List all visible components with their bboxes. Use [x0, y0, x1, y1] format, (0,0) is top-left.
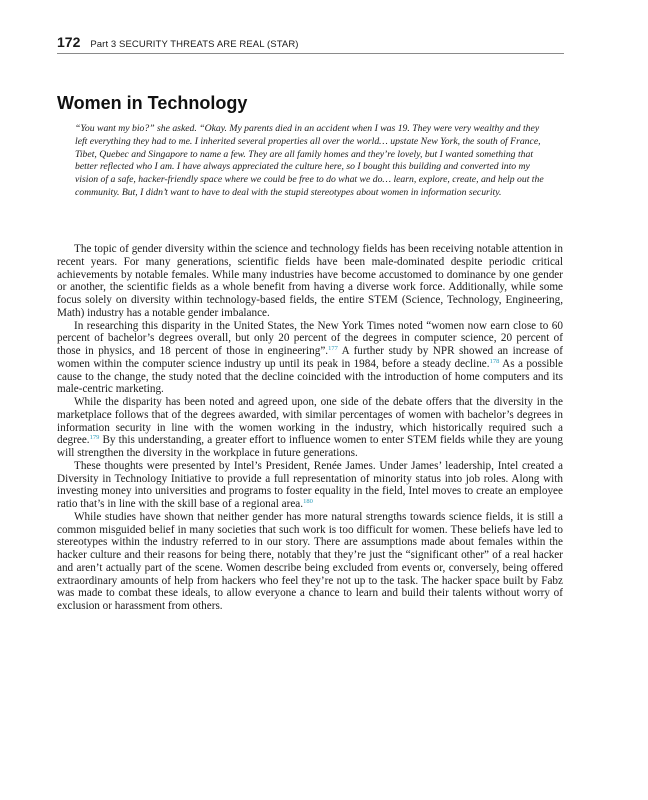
paragraph-1: The topic of gender diversity within the science and technology fields has been receiving notable attention in recent years. For many generations, scientific fields have been male-dominated despite periodic critical achievements by notable females. While many industries have become accustomed to dominance by one gender or another, the scientific fields as a whole benefit from having a diverse work force. Additionally, while some focus solely on diversity within technology-based fields, the entire STEM (Science, Technology, Engineering, Math) industry has a notable gender imbalance.: [57, 243, 563, 319]
running-head: [57, 34, 564, 54]
footnote-ref-180[interactable]: 180: [303, 498, 313, 505]
footnote-ref-178[interactable]: 178: [489, 357, 500, 365]
part-label: Part 3 SECURITY THREATS ARE REAL (STAR): [90, 39, 299, 50]
footnote-ref-177[interactable]: 177: [328, 345, 338, 352]
epigraph-quote: “You want my bio?” she asked. “Okay. My parents died in an accident when I was 19. They were very wealthy and they left everything they had to me. I inherited several properties all over the world… upstate New York, the south of France, Tibet, Quebec and Singapore to name a few. They are all family homes and they’re lovely, but I wanted something that better reflected who I am. I have always appreciated the culture here, so I bought this building and converted into my vision of a safe, hacker-friendly space where we could be free to do what we do… learn, explore, create, and help out the community. But, I didn’t want to have to deal with the stupid stereotypes about women in information security.: [75, 123, 544, 198]
paragraph-5: While studies have shown that neither gender has more natural strengths towards science fields, it is still a common misguided belief in many societies that such work is too difficult for women. These beliefs have led to stereotypes within the industry referred to in our story. There are assumptions made about females within the hacker culture and their reasons for being there, notably that they’re just the “significant other” of a real hacker and aren’t actually part of the scene. Women describe being excluded from events or, conversely, being offered extraordinary amounts of help from hackers who feel they’re not up to the task. The hacker space built by Fabz was made to combat these ideals, to allow everyone a chance to learn and build their talents without worry of exclusion or harassment from others.: [57, 510, 563, 612]
footnote-ref-179[interactable]: 179: [89, 434, 100, 442]
page-number: 172: [57, 34, 81, 50]
paragraph-2: In researching this disparity in the United States, the New York Times noted “women now earn close to 60 percent of bachelor’s degrees overall, but only 20 percent of the degrees in computer science, 20 percent of those in physics, and 18 percent of those in engineering”.$^{177}$ A further study by NPR showed an increase of women within the computer science industry up until its peak in 1984, before a steady decline.$^{178}$ As a possible cause to the change, the study noted that the decline coincided with the introduction of home computers and its male-centric marketing.: [57, 319, 563, 396]
paragraph-4: These thoughts were presented by Intel’s President, Renée James. Under James’ leadership, Intel created a Diversity in Technology Initiative to provide a full representation of minority status into job roles. Along with investing money into universities and programs to foster equality in the field, Intel moves to create an employee ratio that’s in line with the skill base of a regional area.$^{180}$: [57, 459, 563, 510]
paragraph-3: While the disparity has been noted and agreed upon, one side of the debate offers that the diversity in the marketplace follows that of the degrees awarded, with similar percentages of women with bachelor’s degrees in information security in line with the women working in the industry, which historically required such a degree.$^{179}$ By this understanding, a greater effort to influence women to enter STEM fields while they are young will strengthen the diversity in the workplace in future generations.: [57, 396, 563, 459]
section-title: Women in Technology: [57, 93, 248, 113]
body-text: [57, 243, 563, 613]
